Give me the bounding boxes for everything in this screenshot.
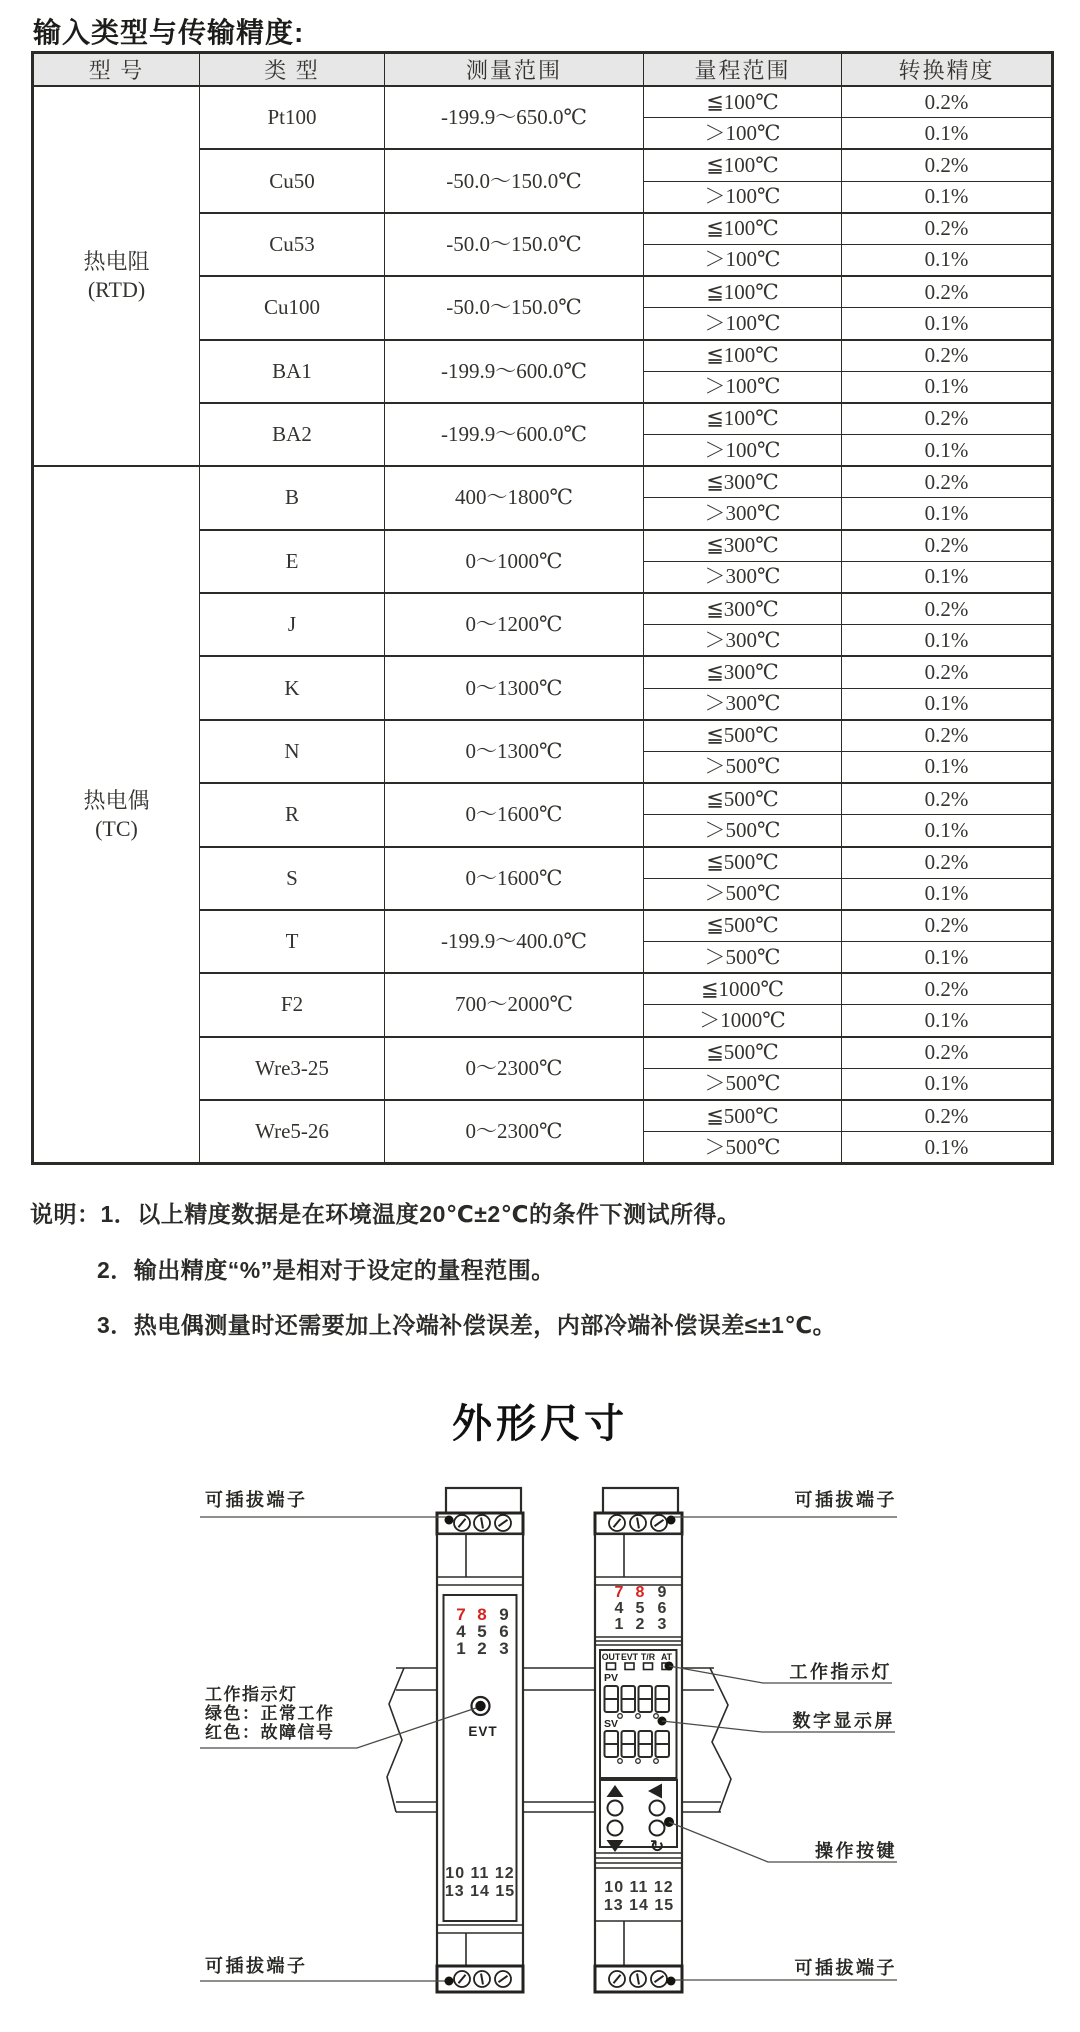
terminal-number: 5 bbox=[477, 1622, 487, 1641]
label-pluggable-terminal-top-right: 可插拔端子 bbox=[794, 1490, 897, 1510]
table-cell: 0.2% bbox=[842, 973, 1053, 1005]
terminal-number: 7 bbox=[456, 1605, 466, 1624]
screw-icon bbox=[651, 1971, 667, 1987]
screw-icon bbox=[609, 1971, 625, 1987]
table-cell: 0.2% bbox=[842, 1037, 1053, 1069]
table-cell: ≦500℃ bbox=[644, 783, 842, 815]
table-cell: F2 bbox=[200, 973, 385, 1036]
loop-arrow-icon: ↻ bbox=[649, 1837, 665, 1856]
table-cell: R bbox=[200, 783, 385, 846]
table-cell: 0.2% bbox=[842, 783, 1053, 815]
table-cell: ＞500℃ bbox=[644, 1132, 842, 1164]
table-cell: ≦500℃ bbox=[644, 720, 842, 752]
table-cell: 0.1% bbox=[842, 498, 1053, 530]
header-row bbox=[33, 53, 1053, 87]
table-cell: 0～2300℃ bbox=[385, 1037, 644, 1100]
terminal-number: 3 bbox=[657, 1616, 667, 1633]
table-cell: 0.1% bbox=[842, 878, 1053, 910]
spec-table bbox=[31, 51, 1054, 1165]
table-cell: 0.2% bbox=[842, 149, 1053, 181]
table-cell: ≦100℃ bbox=[644, 86, 842, 118]
table-cell: ＞1000℃ bbox=[644, 1005, 842, 1037]
table-cell: 0.1% bbox=[842, 942, 1053, 974]
table-cell: ＞300℃ bbox=[644, 498, 842, 530]
table-cell: ≦300℃ bbox=[644, 593, 842, 625]
table-cell: Cu50 bbox=[200, 149, 385, 212]
table-cell: 0.2% bbox=[842, 1100, 1053, 1132]
table-cell: 0.2% bbox=[842, 466, 1053, 498]
table-cell: 0～2300℃ bbox=[385, 1100, 644, 1164]
terminal-number: 4 bbox=[614, 1600, 624, 1617]
table-cell: T bbox=[200, 910, 385, 973]
table-cell: -50.0～150.0℃ bbox=[385, 213, 644, 276]
table-cell: ＞100℃ bbox=[644, 181, 842, 213]
table-cell: 0.1% bbox=[842, 308, 1053, 340]
terminal-number: 2 bbox=[477, 1639, 487, 1658]
terminal-number: 9 bbox=[657, 1584, 667, 1601]
table-cell: 0～1600℃ bbox=[385, 783, 644, 846]
sv-label: SV bbox=[604, 1718, 619, 1730]
table-cell: ≦300℃ bbox=[644, 466, 842, 498]
table-cell: 0.2% bbox=[842, 847, 1053, 879]
table-cell: Pt100 bbox=[200, 86, 385, 149]
table-cell: ＞100℃ bbox=[644, 118, 842, 150]
table-cell: 0.2% bbox=[842, 720, 1053, 752]
evt-label: EVT bbox=[468, 1724, 498, 1739]
table-cell: 0.1% bbox=[842, 751, 1053, 783]
header-cell: 类 型 bbox=[200, 53, 385, 87]
label-digital-display: 数字显示屏 bbox=[792, 1711, 895, 1731]
table-cell: -50.0～150.0℃ bbox=[385, 149, 644, 212]
table-cell: -199.9～600.0℃ bbox=[385, 403, 644, 466]
right-module-cap bbox=[603, 1488, 678, 1513]
terminal-number: 8 bbox=[477, 1605, 487, 1624]
table-cell: 0.1% bbox=[842, 435, 1053, 467]
screw-icon bbox=[454, 1515, 470, 1531]
table-cell: ≦100℃ bbox=[644, 403, 842, 435]
table-cell: ＞100℃ bbox=[644, 244, 842, 276]
table-cell: 400～1800℃ bbox=[385, 466, 644, 529]
table-cell: ≦1000℃ bbox=[644, 973, 842, 1005]
table-cell: ≦100℃ bbox=[644, 213, 842, 245]
terminal-number-row: 13 14 15 bbox=[603, 1897, 675, 1914]
table-cell: -199.9～600.0℃ bbox=[385, 340, 644, 403]
set-button bbox=[650, 1821, 665, 1857]
table-cell: B bbox=[200, 466, 385, 529]
screw-icon bbox=[609, 1515, 625, 1531]
table-cell: 0.2% bbox=[842, 593, 1053, 625]
table-cell: ≦500℃ bbox=[644, 1037, 842, 1069]
header-cell: 型 号 bbox=[33, 53, 200, 87]
note-2: 2．输出精度“%”是相对于设定的量程范围。 bbox=[97, 1257, 555, 1283]
callouts bbox=[200, 1516, 897, 1986]
diagram-svg bbox=[0, 1400, 1080, 2032]
screw-icon bbox=[474, 1515, 490, 1531]
terminal-number-row: 10 11 12 bbox=[445, 1865, 515, 1882]
table-cell: 0.2% bbox=[842, 340, 1053, 372]
label-pluggable-terminal-bottom-right: 可插拔端子 bbox=[794, 1958, 897, 1978]
table-cell: 0～1300℃ bbox=[385, 720, 644, 783]
table-cell: ≦500℃ bbox=[644, 847, 842, 879]
terminal-number: 2 bbox=[635, 1616, 645, 1633]
terminal-number: 4 bbox=[456, 1622, 466, 1641]
dimension-diagram bbox=[0, 1400, 1080, 2032]
label-green-normal: 绿色：正常工作 bbox=[205, 1704, 335, 1723]
screw-icon bbox=[454, 1971, 470, 1987]
page-title: 输入类型与传输精度: bbox=[33, 17, 305, 48]
table-cell: 0.2% bbox=[842, 213, 1053, 245]
table-cell: ≦100℃ bbox=[644, 149, 842, 181]
note-1: 说明：1．以上精度数据是在环境温度20℃±2℃的条件下测试所得。 bbox=[30, 1201, 741, 1227]
table-cell: ≦100℃ bbox=[644, 276, 842, 308]
table-cell: K bbox=[200, 656, 385, 719]
table-cell: 0.1% bbox=[842, 118, 1053, 150]
table-cell: E bbox=[200, 530, 385, 593]
table-row bbox=[33, 86, 1053, 118]
table-cell: J bbox=[200, 593, 385, 656]
table-cell: ＞500℃ bbox=[644, 942, 842, 974]
screw-icon bbox=[495, 1515, 511, 1531]
model-cell: 热电偶 (TC) bbox=[33, 466, 200, 1164]
table-cell: ≦500℃ bbox=[644, 1100, 842, 1132]
table-cell: 0.1% bbox=[842, 688, 1053, 720]
table-cell: 0.1% bbox=[842, 1132, 1053, 1164]
spec-table-wrap bbox=[31, 51, 1054, 1165]
table-cell: ＞300℃ bbox=[644, 561, 842, 593]
table-cell: -50.0～150.0℃ bbox=[385, 276, 644, 339]
terminal-number: 6 bbox=[499, 1622, 509, 1641]
table-cell: BA1 bbox=[200, 340, 385, 403]
table-cell: 0～1000℃ bbox=[385, 530, 644, 593]
table-cell: 0.1% bbox=[842, 371, 1053, 403]
terminal-number-row: 13 14 15 bbox=[444, 1883, 516, 1900]
table-cell: ＞500℃ bbox=[644, 815, 842, 847]
terminal-number: 1 bbox=[614, 1616, 624, 1633]
table-cell: 0.2% bbox=[842, 530, 1053, 562]
screw-icon bbox=[651, 1515, 667, 1531]
terminal-number-row: 10 11 12 bbox=[604, 1879, 674, 1896]
label-operation-keys: 操作按键 bbox=[815, 1841, 897, 1861]
table-cell: -199.9～650.0℃ bbox=[385, 86, 644, 149]
table-cell: 0.2% bbox=[842, 656, 1053, 688]
table-row bbox=[33, 466, 1053, 498]
section-title: 外形尺寸 bbox=[452, 1402, 628, 1446]
screw-icon bbox=[474, 1971, 490, 1987]
table-cell: BA2 bbox=[200, 403, 385, 466]
note-3: 3．热电偶测量时还需要加上冷端补偿误差，内部冷端补偿误差≤±1℃。 bbox=[97, 1312, 837, 1338]
indicator-label: AT bbox=[660, 1652, 673, 1662]
header-cell: 转换精度 bbox=[842, 53, 1053, 87]
pv-label: PV bbox=[604, 1672, 619, 1684]
table-cell: ＞500℃ bbox=[644, 878, 842, 910]
table-cell: ＞100℃ bbox=[644, 435, 842, 467]
table-cell: 0.2% bbox=[842, 910, 1053, 942]
table-cell: 0.2% bbox=[842, 403, 1053, 435]
terminal-number: 3 bbox=[499, 1639, 509, 1658]
table-cell: 0～1300℃ bbox=[385, 656, 644, 719]
table-cell: 0.2% bbox=[842, 276, 1053, 308]
model-cell: 热电阻 (RTD) bbox=[33, 86, 200, 466]
table-cell: ＞500℃ bbox=[644, 751, 842, 783]
indicator-label: T/R bbox=[640, 1652, 656, 1662]
table-cell: Cu100 bbox=[200, 276, 385, 339]
terminal-number: 8 bbox=[635, 1584, 645, 1601]
terminal-number: 6 bbox=[657, 1600, 667, 1617]
label-red-fault: 红色：故障信号 bbox=[205, 1723, 335, 1742]
indicator-label: EVT bbox=[620, 1652, 639, 1662]
indicator-label: OUT bbox=[601, 1652, 621, 1662]
table-cell: 0.1% bbox=[842, 1005, 1053, 1037]
table-cell: ＞300℃ bbox=[644, 688, 842, 720]
table-cell: N bbox=[200, 720, 385, 783]
table-cell: ≦300℃ bbox=[644, 656, 842, 688]
label-pluggable-terminal-bottom-left: 可插拔端子 bbox=[205, 1956, 308, 1976]
table-cell: 0～1200℃ bbox=[385, 593, 644, 656]
table-cell: 700～2000℃ bbox=[385, 973, 644, 1036]
header-cell: 测量范围 bbox=[385, 53, 644, 87]
table-cell: ＞100℃ bbox=[644, 371, 842, 403]
table-cell: ≦100℃ bbox=[644, 340, 842, 372]
screw-icon bbox=[495, 1971, 511, 1987]
label-pluggable-terminal-top-left: 可插拔端子 bbox=[205, 1490, 308, 1510]
table-cell: 0.2% bbox=[842, 86, 1053, 118]
label-work-light-right: 工作指示灯 bbox=[789, 1662, 892, 1682]
table-cell: ≦300℃ bbox=[644, 530, 842, 562]
table-cell: S bbox=[200, 847, 385, 910]
table-cell: -199.9～400.0℃ bbox=[385, 910, 644, 973]
left-module bbox=[437, 1488, 523, 1992]
table-cell: 0.1% bbox=[842, 561, 1053, 593]
table-cell: ≦500℃ bbox=[644, 910, 842, 942]
table-cell: ＞300℃ bbox=[644, 625, 842, 657]
table-cell: 0.1% bbox=[842, 1068, 1053, 1100]
terminal-number: 7 bbox=[614, 1584, 624, 1601]
left-module-cap bbox=[446, 1488, 521, 1513]
table-cell: ＞100℃ bbox=[644, 308, 842, 340]
table-cell: Wre3-25 bbox=[200, 1037, 385, 1100]
table-cell: Wre5-26 bbox=[200, 1100, 385, 1164]
terminal-number: 5 bbox=[635, 1600, 645, 1617]
header-cell: 量程范围 bbox=[644, 53, 842, 87]
table-cell: 0～1600℃ bbox=[385, 847, 644, 910]
table-cell: 0.1% bbox=[842, 625, 1053, 657]
label-work-light-left: 工作指示灯 bbox=[205, 1685, 298, 1704]
right-module bbox=[595, 1488, 682, 1992]
table-cell: ＞500℃ bbox=[644, 1068, 842, 1100]
table-cell: 0.1% bbox=[842, 181, 1053, 213]
table-cell: Cu53 bbox=[200, 213, 385, 276]
table-cell: 0.1% bbox=[842, 244, 1053, 276]
screw-icon bbox=[630, 1971, 646, 1987]
table-cell: 0.1% bbox=[842, 815, 1053, 847]
screw-icon bbox=[630, 1515, 646, 1531]
terminal-number: 1 bbox=[456, 1639, 466, 1658]
terminal-number: 9 bbox=[499, 1605, 509, 1624]
